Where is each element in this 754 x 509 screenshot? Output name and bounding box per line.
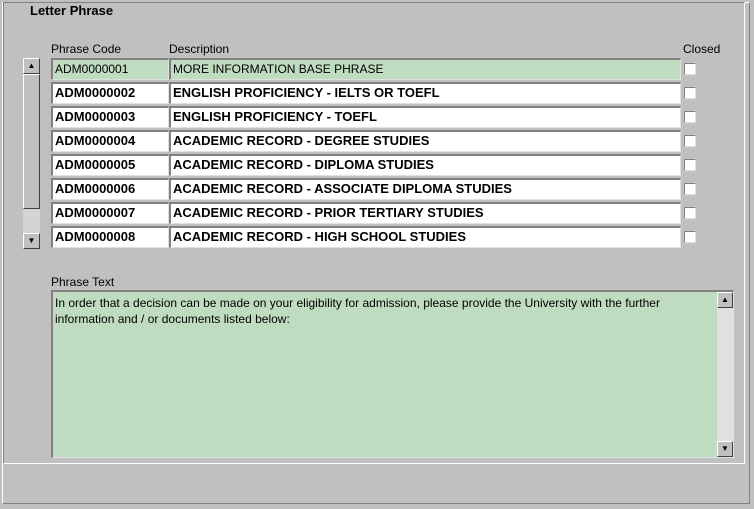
rows-scrollbar[interactable] — [23, 58, 40, 249]
header-closed: Closed — [683, 42, 721, 56]
group-title: Letter Phrase — [27, 3, 116, 18]
closed-checkbox[interactable] — [684, 63, 696, 75]
phrase-code-field[interactable]: ADM0000007 — [51, 202, 169, 224]
table-row[interactable] — [51, 82, 691, 104]
arrow-up-icon[interactable]: ▲ — [23, 58, 40, 74]
scroll-thumb[interactable] — [23, 74, 40, 209]
phrase-code-field[interactable]: ADM0000008 — [51, 226, 169, 248]
description-field[interactable]: ACADEMIC RECORD - PRIOR TERTIARY STUDIES — [169, 202, 681, 224]
closed-checkbox[interactable] — [684, 135, 696, 147]
header-description: Description — [169, 42, 230, 56]
header-phrase-code: Phrase Code — [51, 42, 122, 56]
phrase-code-field[interactable]: ADM0000005 — [51, 154, 169, 176]
arrow-up-icon[interactable]: ▲ — [717, 292, 733, 308]
phrase-code-field[interactable]: ADM0000003 — [51, 106, 169, 128]
description-field[interactable]: ACADEMIC RECORD - DEGREE STUDIES — [169, 130, 681, 152]
description-field[interactable]: ENGLISH PROFICIENCY - TOEFL — [169, 106, 681, 128]
closed-checkbox[interactable] — [684, 207, 696, 219]
table-row[interactable] — [51, 106, 691, 128]
table-row[interactable] — [51, 130, 691, 152]
closed-checkbox[interactable] — [684, 111, 696, 123]
phrase-text-label: Phrase Text — [51, 275, 115, 289]
description-field[interactable]: ACADEMIC RECORD - DIPLOMA STUDIES — [169, 154, 681, 176]
phrase-code-field[interactable]: ADM0000006 — [51, 178, 169, 200]
arrow-down-icon[interactable]: ▼ — [23, 233, 40, 249]
arrow-down-icon[interactable]: ▼ — [717, 441, 733, 457]
phrase-code-field[interactable]: ADM0000002 — [51, 82, 169, 104]
table-row[interactable] — [51, 154, 691, 176]
closed-checkbox[interactable] — [684, 231, 696, 243]
description-field[interactable]: ACADEMIC RECORD - HIGH SCHOOL STUDIES — [169, 226, 681, 248]
description-field[interactable]: ACADEMIC RECORD - ASSOCIATE DIPLOMA STUDIES — [169, 178, 681, 200]
phrase-text-value: In order that a decision can be made on your eligibility for admission, please provide the University with the further information and / or documents listed below: — [55, 296, 664, 326]
closed-checkbox[interactable] — [684, 183, 696, 195]
phrase-text-scrollbar[interactable] — [717, 292, 733, 457]
table-row[interactable] — [51, 226, 691, 248]
description-field[interactable]: ENGLISH PROFICIENCY - IELTS OR TOEFL — [169, 82, 681, 104]
closed-checkbox[interactable] — [684, 159, 696, 171]
table-row[interactable] — [51, 178, 691, 200]
table-row[interactable] — [51, 58, 691, 80]
closed-checkbox[interactable] — [684, 87, 696, 99]
phrase-code-field[interactable]: ADM0000004 — [51, 130, 169, 152]
description-field[interactable]: MORE INFORMATION BASE PHRASE — [169, 58, 681, 80]
phrase-code-field[interactable]: ADM0000001 — [51, 58, 169, 80]
phrase-text-area[interactable] — [51, 290, 734, 458]
table-row[interactable] — [51, 202, 691, 224]
